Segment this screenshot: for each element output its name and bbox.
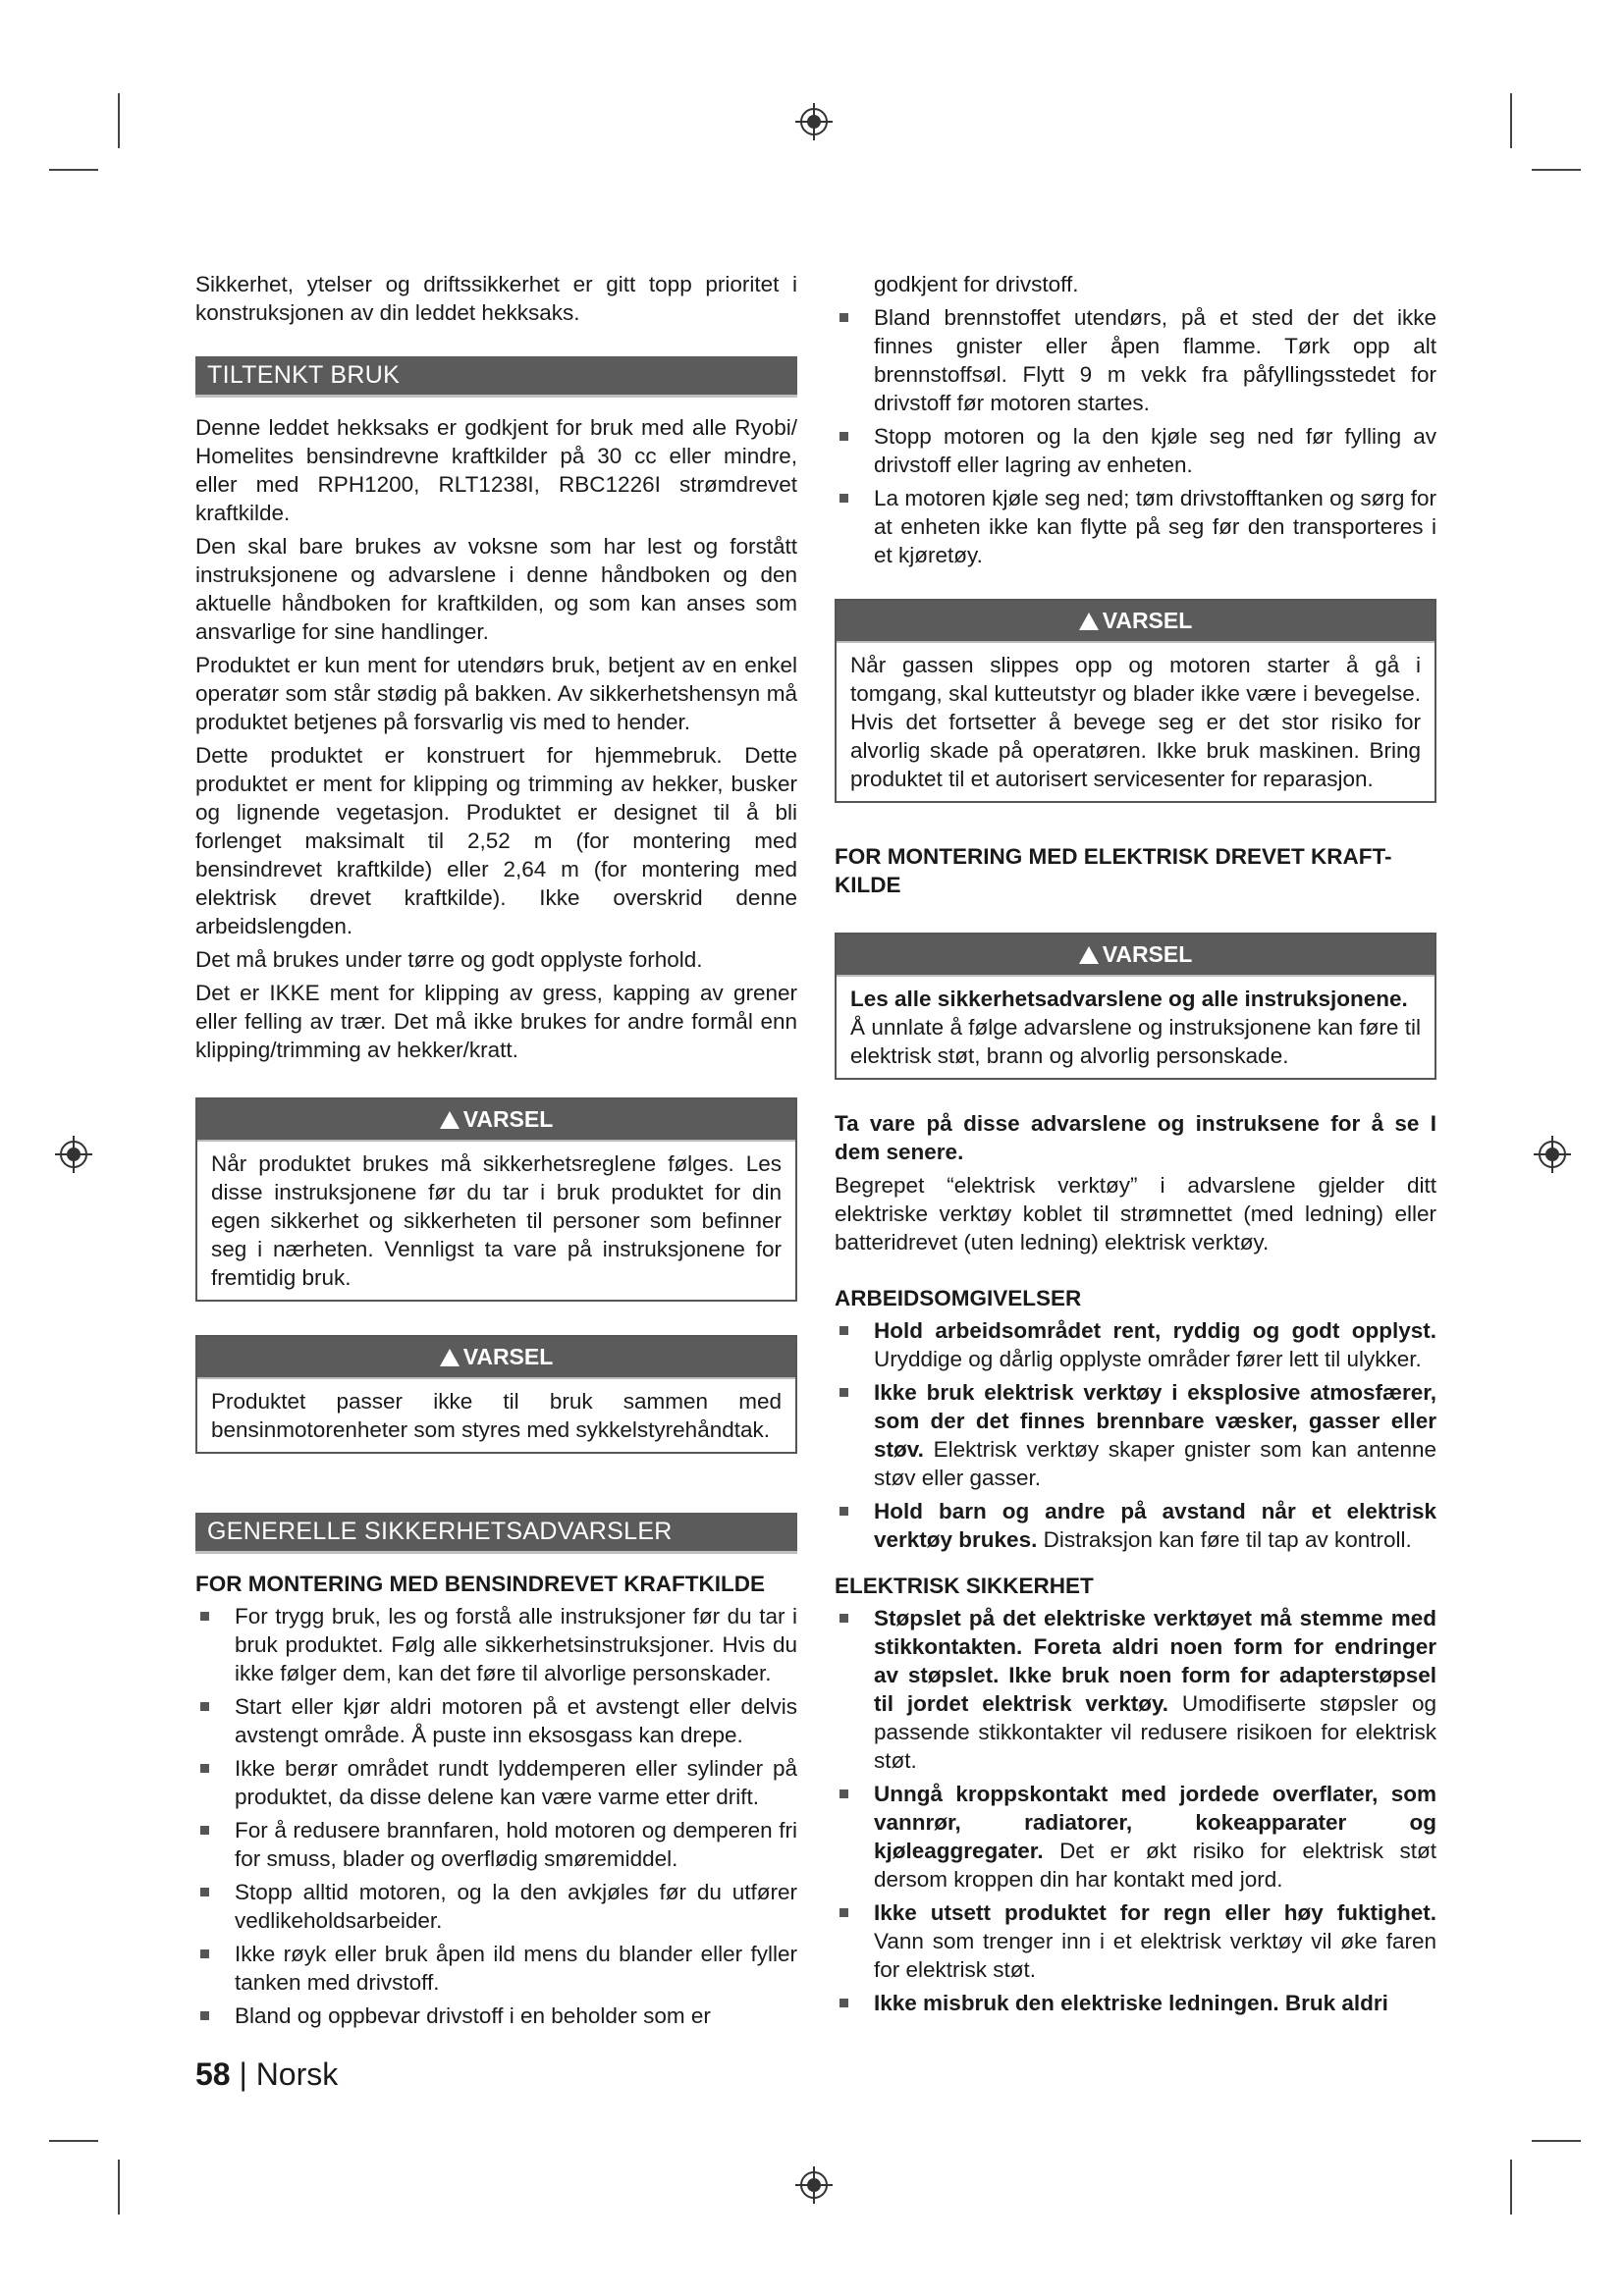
crop-mark [1510,2160,1512,2215]
bullet-list [835,303,1436,569]
warning-box [195,1335,797,1454]
paragraph: Dette produktet er konstruert for hjemmebruk. Dette produktet er ment for klipping og trimming av hekker, busker og lignende vegetasjon. Produktet er designet til å bli forlenget maksimalt til 2,52 m (for montering med bensindrevet kraftkilde) eller 2,64 m (for montering med elektrisk drevet kraftkilde). Ikke overskrid denne arbeidslengden. [195,743,797,938]
list-item: Stopp motoren og la den kjøle seg ned før fylling av drivstoff eller lagring av enheten. [835,422,1436,479]
paragraph: Denne leddet hekksaks er godkjent for bruk med alle Ryobi/ Homelites bensindrevne kraftkilder på 30 cc eller mindre, eller med RPH1200, RLT1238I, RBC1226I strømdrevet kraftkilde. [195,415,797,525]
list-item: La motoren kjøle seg ned; tøm drivstofftanken og sørg for at enheten ikke kan flytte på seg før den transporteres i et kjøretøy. [835,484,1436,569]
crop-mark [49,169,98,171]
crop-mark [118,2160,120,2215]
warning-body-text: Å unnlate å følge advarslene og instruksjonene kan føre til elektrisk støt, brann og alvorlig personskade. [850,1015,1421,1068]
registration-mark-icon [55,1136,92,1173]
subheading: ELEKTRISK SIKKERHET [835,1574,1094,1598]
list-item: Stopp alltid motoren, og la den avkjøles før du utfører vedlikeholdsarbeider. [195,1878,797,1935]
warning-header: VARSEL [837,601,1435,643]
list-item: Bland og oppbevar drivstoff i en beholder som er [195,2002,797,2030]
subheading: FOR MONTERING MED BENSINDREVET KRAFTKILDE [195,1572,766,1596]
list-item: Hold arbeidsområdet rent, ryddig og godt opplyst. Uryddige og dårlig opplyste områder fører lett til ulykker. [835,1316,1436,1373]
list-item: Støpslet på det elektriske verktøyet må stemme med stikkontakten. Foreta aldri noen form for endringer av støpslet. Ikke bruk noen form for adapterstøpsel til jordet elektrisk verktøy. Umodifiserte støpsler og passende stikkontakter vil redusere risikoen for elektrisk støt. [835,1604,1436,1775]
footer-separator: | [230,2056,256,2092]
list-item: Ikke bruk elektrisk verktøy i eksplosive atmosfærer, som der det finnes brennbare væsker, gasser eller støv. Elektrisk verktøy skaper gnister som kan antenne støv eller gasser. [835,1378,1436,1492]
registration-mark-icon [795,2166,833,2204]
footer-language: Norsk [255,2056,339,2092]
warning-header: VARSEL [197,1099,795,1142]
warning-text [837,977,1435,1078]
bullet-list [835,1316,1436,1554]
crop-mark [1532,169,1581,171]
registration-mark-icon [1534,1136,1571,1173]
intro-paragraph: Sikkerhet, ytelser og driftssikkerhet er gitt topp prioritet i konstruksjonen av din leddet hekksaks. [195,272,797,325]
paragraph: Den skal bare brukes av voksne som har lest og forstått instruksjonene og advarslene i denne håndboken og den aktuelle håndboken for kraftkilden, og som kan anses som ansvarlige for sine handlinger. [195,534,797,644]
section-title-tiltenkt: TILTENKT BRUK [195,356,797,398]
crop-mark [49,2140,98,2142]
warning-icon [440,1349,460,1366]
warning-box [835,599,1436,803]
list-item: Unngå kroppskontakt med jordede overflater, som vannrør, radiatorer, kokeapparater og kjøleaggregater. Det er økt risiko for elektrisk støt dersom kroppen din har kontakt med jord. [835,1780,1436,1894]
right-column [835,270,1436,2022]
warning-text: Når produktet brukes må sikkerhetsreglene følges. Les disse instruksjonene før du tar i bruk produktet for din egen sikkerhet og sikkerheten til personer som befinner seg i nærheten. Vennligst ta vare på instruksjonene for fremtidig bruk. [211,1151,782,1290]
list-item: Ikke misbruk den elektriske ledningen. Bruk aldri [835,1989,1436,2017]
bullet-list [195,1602,797,2030]
list-item: Bland brennstoffet utendørs, på et sted der det ikke finnes gnister eller åpen flamme. Tørk opp alt brennstoffsøl. Flytt 9 m vekk fra påfyllingsstedet for drivstoff før motoren startes. [835,303,1436,417]
registration-mark-icon [795,103,833,140]
subheading: ARBEIDSOMGIVELSER [835,1286,1082,1310]
bullet-list [835,1604,1436,2017]
list-item: Start eller kjør aldri motoren på et avstengt eller delvis avstengt område. Å puste inn eksosgass kan drepe. [195,1692,797,1749]
warning-icon [1079,613,1099,630]
warning-bold-text: Les alle sikkerhetsadvarslene og alle instruksjonene. [850,987,1408,1011]
list-item: Ikke berør området rundt lyddemperen eller sylinder på produktet, da disse delene kan være varme etter drift. [195,1754,797,1811]
list-item: Hold barn og andre på avstand når et elektrisk verktøy brukes. Distraksjon kan føre til tap av kontroll. [835,1497,1436,1554]
paragraph: Produktet er kun ment for utendørs bruk, betjent av en enkel operatør som står stødig på bakken. Av sikkerhetshensyn må produktet betjenes på forsvarlig vis med to hender. [195,653,797,734]
list-item: Ikke utsett produktet for regn eller høy fuktighet. Vann som trenger inn i et elektrisk verktøy vil øke faren for elektrisk støt. [835,1898,1436,1984]
warning-text: Produktet passer ikke til bruk sammen med bensinmotorenheter som styres med sykkelstyrehåndtak. [211,1389,782,1442]
crop-mark [1510,93,1512,148]
paragraph: Det må brukes under tørre og godt opplyste forhold. [195,947,703,972]
paragraph: Begrepet “elektrisk verktøy” i advarslene gjelder ditt elektriske verktøy koblet til strømnettet (med ledning) eller batteridrevet (uten ledning) elektrisk verktøy. [835,1173,1436,1255]
section-title-generelle: GENERELLE SIKKERHETSADVARSLER [195,1513,797,1554]
paragraph: godkjent for drivstoff. [874,272,1079,296]
list-item: For trygg bruk, les og forstå alle instruksjoner før du tar i bruk produktet. Følg alle sikkerhetsinstruksjoner. Hvis du ikke følger dem, kan det føre til alvorlige personskader. [195,1602,797,1687]
warning-text: Når gassen slippes opp og motoren starter å gå i tomgang, skal kutteutstyr og blader ikke være i bevegelse. Hvis det fortsetter å bevege seg er det stor risiko for alvorlig skade på operatøren. Ikke bruk maskinen. Bring produktet til et autorisert servicesenter for reparasjon. [850,653,1421,791]
warning-header: VARSEL [197,1337,795,1379]
list-item: For å redusere brannfaren, hold motoren og demperen fri for smuss, blader og overflødig smøremiddel. [195,1816,797,1873]
warning-box [835,933,1436,1080]
keep-warnings-heading: Ta vare på disse advarslene og instruksene for å se I dem senere. [835,1111,1436,1164]
warning-icon [440,1111,460,1129]
warning-header: VARSEL [837,934,1435,977]
subheading: FOR MONTERING MED ELEKTRISK DREVET KRAFT-KILDE [835,844,1392,897]
paragraph: Det er IKKE ment for klipping av gress, kapping av grener eller felling av trær. Det må ikke brukes for andre formål enn klipping/trimming av hekker/kratt. [195,981,797,1062]
warning-box [195,1097,797,1302]
crop-mark [118,93,120,148]
crop-mark [1532,2140,1581,2142]
list-item: Ikke røyk eller bruk åpen ild mens du blander eller fyller tanken med drivstoff. [195,1940,797,1997]
left-column [195,270,797,2035]
page-footer [195,2056,338,2093]
warning-icon [1079,946,1099,964]
page-number: 58 [195,2056,231,2092]
